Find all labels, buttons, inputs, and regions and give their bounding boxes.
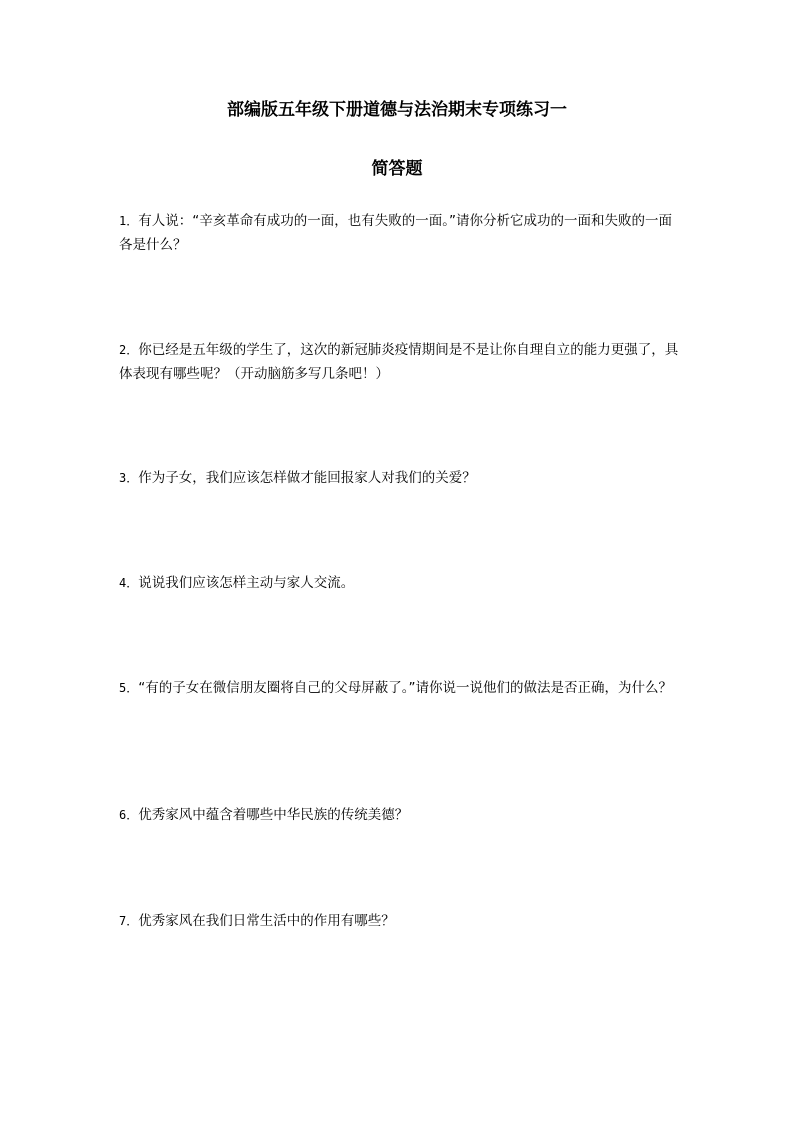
question-text: 你已经是五年级的学生了，这次的新冠肺炎疫情期间是不是让你自理自立的能力更强了，具体表现有哪些呢？（开动脑筋多写几条吧！）	[119, 342, 679, 382]
question-text: 说说我们应该怎样主动与家人交流。	[138, 575, 355, 591]
question-5	[119, 676, 679, 700]
question-number: 7．	[119, 914, 139, 928]
question-number: 6．	[119, 808, 139, 822]
question-text: 优秀家风在我们日常生活中的作用有哪些？	[138, 913, 395, 929]
question-number: 5．	[119, 681, 139, 695]
question-3	[119, 466, 679, 490]
question-number: 1．	[119, 214, 139, 228]
question-1	[119, 209, 679, 257]
question-number: 4．	[119, 576, 139, 590]
question-4	[119, 571, 679, 595]
page-title: 部编版五年级下册道德与法治期末专项练习一	[227, 100, 567, 120]
question-7	[119, 909, 679, 933]
question-6	[119, 803, 679, 827]
question-number: 3．	[119, 471, 139, 485]
question-text: 有人说：“辛亥革命有成功的一面，也有失败的一面。”请你分析它成功的一面和失败的一面各是什么？	[119, 213, 672, 253]
question-number: 2．	[119, 343, 139, 357]
question-text: 优秀家风中蕴含着哪些中华民族的传统美德？	[138, 807, 409, 823]
question-text: 作为子女，我们应该怎样做才能回报家人对我们的关爱？	[138, 470, 476, 486]
question-2	[119, 338, 679, 386]
question-text: “有的子女在微信朋友圈将自己的父母屏蔽了。”请你说一说他们的做法是否正确，为什么？	[138, 680, 672, 696]
section-title: 简答题	[371, 159, 423, 179]
